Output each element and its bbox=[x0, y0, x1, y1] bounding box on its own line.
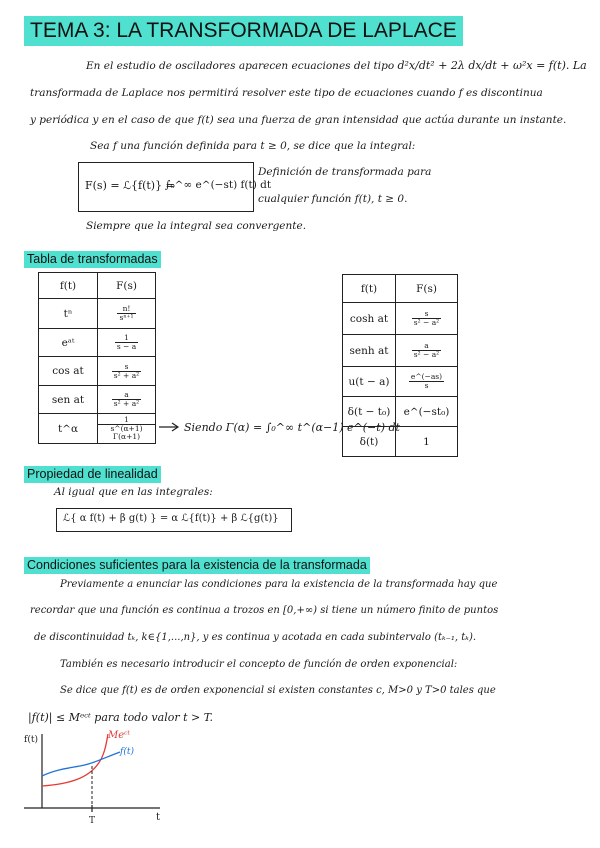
right-row-f: δ(t − t₀) bbox=[343, 397, 396, 427]
t-mark-label: T bbox=[89, 816, 96, 826]
formula-lhs: F(s) = ℒ{f(t)} = bbox=[85, 179, 175, 192]
right-row-f: δ(t) bbox=[343, 427, 396, 457]
table-row bbox=[343, 397, 458, 427]
right-header-F: F(s) bbox=[396, 275, 458, 303]
exponential-order-graph bbox=[20, 728, 180, 828]
left-row-f: tⁿ bbox=[39, 299, 98, 329]
conditions-line-6: |f(t)| ≤ Mᵉᶜᵗ para todo valor t > T. bbox=[28, 711, 213, 724]
left-row-f: cos at bbox=[39, 357, 98, 386]
left-row-F: $\frac{1}{s - a}$ bbox=[98, 329, 156, 357]
table-row bbox=[39, 414, 156, 444]
left-header-f: f(t) bbox=[39, 273, 98, 299]
page-title: TEMA 3: LA TRANSFORMADA DE LAPLACE bbox=[24, 16, 463, 46]
table-row bbox=[39, 386, 156, 414]
conditions-line-3: de discontinuidad tₖ, k∈{1,...,n}, y es continua y acotada en cada subintervalo (tₖ₋₁, tₖ). bbox=[34, 632, 477, 643]
conditions-line-4: También es necesario introducir el concepto de función de orden exponencial: bbox=[60, 659, 458, 670]
table-row bbox=[39, 357, 156, 386]
right-row-F: 1 bbox=[396, 427, 458, 457]
arrow-right-icon bbox=[158, 420, 180, 434]
linearity-formula-box bbox=[56, 508, 292, 532]
conditions-line-2: recordar que una función es continua a trozos en [0,+∞) si tiene un número finito de puntos bbox=[30, 605, 499, 616]
table-row bbox=[39, 329, 156, 357]
table-row bbox=[39, 299, 156, 329]
right-row-F: $\frac{e\^{}(-as)}{s}$ bbox=[396, 367, 458, 397]
definition-note-1: Definición de transformada para bbox=[258, 166, 432, 178]
left-row-f: t^α bbox=[39, 414, 98, 444]
x-axis-label: t bbox=[156, 812, 161, 823]
left-row-f: eᵃᵗ bbox=[39, 329, 98, 357]
right-row-F: $\frac{s}{\text{s² − a²}}$ bbox=[396, 303, 458, 335]
blue-curve-label: f(t) bbox=[120, 747, 134, 757]
formula-rhs: ∫₀^∞ e^(−st) f(t) dt bbox=[165, 179, 272, 191]
section-heading-linearity: Propiedad de linealidad bbox=[24, 466, 161, 483]
left-row-F: $\frac{n!}{\text{sⁿ⁺¹}}$ bbox=[98, 299, 156, 329]
table-row bbox=[343, 367, 458, 397]
linearity-line-1: Al igual que en las integrales: bbox=[54, 486, 213, 498]
left-row-F: $\frac{1}{s\^{}(\alpha+1) \Gamma(\alpha+1)}$ bbox=[98, 414, 156, 444]
conditions-line-1: Previamente a enunciar las condiciones para la existencia de la transformada hay que bbox=[60, 579, 498, 590]
right-row-f: senh at bbox=[343, 335, 396, 367]
red-curve-label: Meᶜᵗ bbox=[108, 730, 131, 741]
intro-line-4: Sea f una función definida para t ≥ 0, se dice que la integral: bbox=[90, 140, 416, 152]
ode-equation: d²x/dt² + 2λ dx/dt + ω²x = f(t). La bbox=[397, 59, 587, 72]
table-row bbox=[343, 335, 458, 367]
right-row-f: u(t − a) bbox=[343, 367, 396, 397]
gamma-definition: Siendo Γ(α) = ∫₀^∞ t^(α−1) e^(−t) dt bbox=[184, 421, 400, 434]
intro-line-3: y periódica y en el caso de que f(t) sea una fuerza de gran intensidad que actúa durante un instante. bbox=[30, 114, 567, 126]
right-header-f: f(t) bbox=[343, 275, 396, 303]
definition-note-2: cualquier función f(t), t ≥ 0. bbox=[258, 193, 408, 205]
left-row-f: sen at bbox=[39, 386, 98, 414]
section-heading-conditions: Condiciones suficientes para la existencia de la transformada bbox=[24, 557, 370, 574]
section-heading-table: Tabla de transformadas bbox=[24, 251, 161, 268]
table-row bbox=[343, 303, 458, 335]
right-row-F: $\frac{a}{\text{s² − a²}}$ bbox=[396, 335, 458, 367]
left-header-F: F(s) bbox=[98, 273, 156, 299]
intro-line-1: En el estudio de osciladores aparecen ecuaciones del tipo d²x/dt² + 2λ dx/dt + ω²x = f(t). La bbox=[86, 59, 587, 72]
definition-formula-box bbox=[78, 162, 272, 212]
table-row bbox=[343, 427, 458, 457]
right-transform-table bbox=[342, 274, 458, 457]
f-curve bbox=[42, 752, 120, 776]
left-row-F: $\frac{a}{\text{s² + a²}}$ bbox=[98, 386, 156, 414]
right-row-f: cosh at bbox=[343, 303, 396, 335]
y-axis-label: f(t) bbox=[24, 735, 38, 745]
conditions-line-5: Se dice que f(t) es de orden exponencial si existen constantes c, M>0 y T>0 tales que bbox=[60, 685, 496, 696]
intro-line-5: Siempre que la integral sea convergente. bbox=[86, 220, 307, 232]
right-row-F: e^(−st₀) bbox=[396, 397, 458, 427]
intro-line-2: transformada de Laplace nos permitirá resolver este tipo de ecuaciones cuando f es discontinua bbox=[30, 87, 543, 99]
linearity-formula: ℒ{ α f(t) + β g(t) } = α ℒ{f(t)} + β ℒ{g(t)} bbox=[63, 513, 279, 524]
left-transform-table bbox=[38, 272, 156, 444]
left-row-F: $\frac{s}{\text{s² + a²}}$ bbox=[98, 357, 156, 386]
